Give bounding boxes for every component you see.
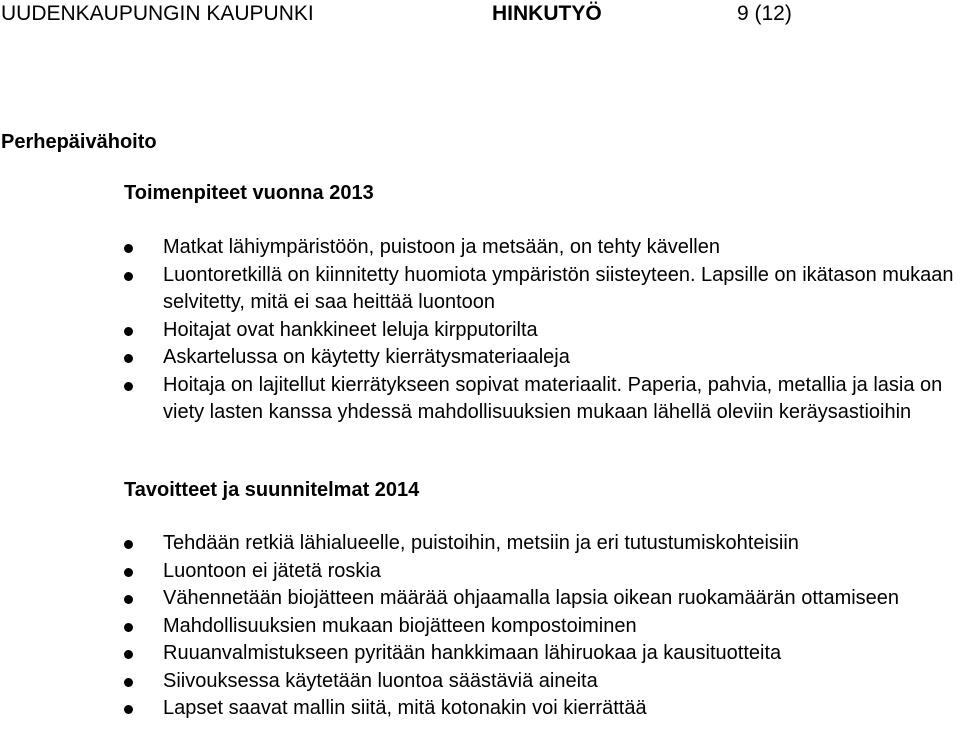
bullet-icon [124, 705, 133, 714]
list-item: Tehdään retkiä lähialueelle, puistoihin, metsiin ja eri tutustumiskohteisiin [0, 530, 960, 558]
bullet-icon [124, 354, 133, 363]
list-item: Siivouksessa käytetään luontoa säästäviä aineita [0, 668, 960, 696]
list-item: Hoitajat ovat hankkineet leluja kirpputorilta [0, 317, 960, 345]
bullet-icon [124, 382, 133, 391]
list-item: Lapset saavat mallin siitä, mitä kotonakin voi kierrättää [0, 695, 960, 723]
bullet-icon [124, 327, 133, 336]
bullet-icon [124, 678, 133, 687]
list-item: Luontoretkillä on kiinnitetty huomiota ympäristön siisteyteen. Lapsille on ikätason mukaan selvitetty, mitä ei saa heittää luontoon [0, 262, 960, 317]
goals-2014-list [0, 530, 960, 723]
page-header [0, 2, 960, 32]
bullet-icon [124, 568, 133, 577]
organization-name: UUDENKAUPUNGIN KAUPUNKI [1, 2, 314, 25]
section-title: Perhepäivähoito [1, 131, 157, 153]
list-item: Matkat lähiympäristöön, puistoon ja metsään, on tehty kävellen [0, 234, 960, 262]
list-item: Vähennetään biojätteen määrää ohjaamalla lapsia oikean ruokamäärän ottamiseen [0, 585, 960, 613]
actions-2013-list [0, 234, 960, 427]
document-title: HINKUTYÖ [492, 2, 602, 25]
bullet-icon [124, 272, 133, 281]
bullet-icon [124, 595, 133, 604]
bullet-icon [124, 540, 133, 549]
bullet-icon [124, 623, 133, 632]
goals-2014-title: Tavoitteet ja suunnitelmat 2014 [124, 479, 420, 501]
actions-2013-title: Toimenpiteet vuonna 2013 [124, 182, 374, 204]
bullet-icon [124, 650, 133, 659]
list-item: Mahdollisuuksien mukaan biojätteen kompostoiminen [0, 613, 960, 641]
list-item: Ruuanvalmistukseen pyritään hankkimaan lähiruokaa ja kausituotteita [0, 640, 960, 668]
bullet-icon [124, 244, 133, 253]
list-item: Luontoon ei jätetä roskia [0, 558, 960, 586]
list-item: Askartelussa on käytetty kierrätysmateriaaleja [0, 344, 960, 372]
page-number: 9 (12) [737, 2, 792, 25]
list-item: Hoitaja on lajitellut kierrätykseen sopivat materiaalit. Paperia, pahvia, metallia ja lasia on viety lasten kanssa yhdessä mahdollisuuksien mukaan lähellä oleviin keräysastioihin [0, 372, 960, 427]
